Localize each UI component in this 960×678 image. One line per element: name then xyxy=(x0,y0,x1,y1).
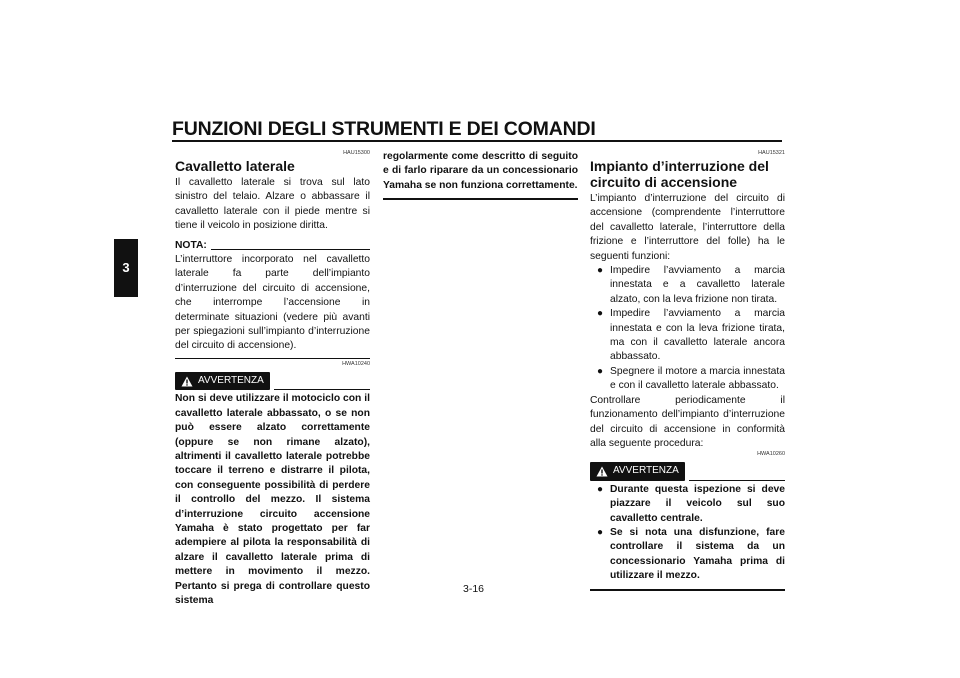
bullet-icon: ● xyxy=(596,365,604,377)
warning-rule xyxy=(689,480,785,481)
note-label: NOTA: xyxy=(175,239,207,251)
note-rule xyxy=(211,249,370,250)
warning-text-continued: regolarmente come descritto di seguito e di farlo riparare da un concessionario Yamaha se non funziona correttamente. xyxy=(383,151,578,191)
section-code: HAU15300 xyxy=(343,150,370,156)
list-item-text: Se si nota una disfunzione, fare controllare il sistema da un concessionario Yamaha prima di utilizzare il mezzo. xyxy=(610,526,785,582)
bullet-icon: ● xyxy=(596,265,604,277)
section-heading: Impianto d’interruzione del circuito di accensione xyxy=(590,158,769,190)
column-2 xyxy=(383,150,578,202)
note-header xyxy=(175,239,370,253)
section-outro: Controllare periodicamente il funzionamento dell’impianto d’interruzione del circuito di accensione in conformità alla seguente procedura: xyxy=(590,394,785,449)
warning-end-rule xyxy=(590,589,785,591)
list-item-text: Impedire l’avviamento a marcia innestata e con la leva frizione tirata, ma con il cavalletto laterale ancora abbassato. xyxy=(610,308,785,363)
warning-label: AVVERTENZA xyxy=(198,374,264,386)
list-item xyxy=(590,526,785,584)
list-item-text: Impedire l’avviamento a marcia innestata e a cavalletto laterale alzato, con la leva frizione non tirata. xyxy=(610,265,785,305)
warning-code: HWA10240 xyxy=(342,360,370,367)
column-3 xyxy=(590,150,785,593)
section-intro: L’impianto d’interruzione del circuito di accensione (comprendente l’interruttore del cavalletto laterale, l’interruttore della frizione e l’interruttore del folle) ha le seguenti funzioni: xyxy=(590,193,785,262)
chapter-tab: 3 xyxy=(114,239,138,297)
warning-header xyxy=(175,372,370,390)
column-1 xyxy=(175,150,370,608)
page-number: 3-16 xyxy=(463,583,485,595)
section-intro: Il cavalletto laterale si trova sul lato sinistro del telaio. Alzare o abbassare il cavalletto laterale con il piede mentre si tiene il veicolo in posizione diritta. xyxy=(175,177,370,232)
warning-rule xyxy=(274,389,370,390)
list-item xyxy=(590,264,785,307)
section-heading: Cavalletto laterale xyxy=(175,158,295,174)
warning-badge xyxy=(175,372,270,390)
bullet-icon: ● xyxy=(596,483,604,495)
bullet-icon: ● xyxy=(596,526,604,538)
note-end-rule xyxy=(175,358,370,359)
warning-end-rule xyxy=(383,198,578,200)
warning-header xyxy=(590,462,785,480)
header-rule xyxy=(172,140,782,142)
warning-triangle-icon xyxy=(596,466,608,477)
page-header-title: FUNZIONI DEGLI STRUMENTI E DEI COMANDI xyxy=(172,118,596,140)
list-item-text: Spegnere il motore a marcia innestata e con il cavalletto laterale abbassato. xyxy=(610,365,785,392)
warning-triangle-icon xyxy=(181,376,193,387)
warning-label: AVVERTENZA xyxy=(613,465,679,477)
section-code: HAU15321 xyxy=(758,150,785,156)
list-item xyxy=(590,307,785,365)
warning-text: Non si deve utilizzare il motociclo con il cavalletto laterale abbassato, o se non può essere alzato correttamente (oppure se non rimane alzato), altrimenti il cavalletto laterale potrebbe toccare il terreno e distrarre il pilota, con conseguente possibilità di perdere il controllo del mezzo. Il sistema d’interruzione circuito accensione Yamaha è stato progettato per far adempiere al pilota la responsabilità di alzare il cavalletto laterale prima di mettere in movimento il mezzo. Pertanto si prega di controllare questo sistema xyxy=(175,393,370,606)
bullet-icon: ● xyxy=(596,308,604,320)
warning-badge xyxy=(590,462,685,480)
list-item-text: Durante questa ispezione si deve piazzare il veicolo sul suo cavalletto centrale. xyxy=(610,483,785,524)
warning-code: HWA10260 xyxy=(757,451,785,458)
note-text: L’interruttore incorporato nel cavalletto laterale fa parte dell’impianto d’interruzione del circuito di accensione, che interrompe l’accensione in determinate situazioni (vedere più avanti per spiegazioni sull’impianto d’interruzione del circuito di accensione). xyxy=(175,254,370,352)
list-item xyxy=(590,365,785,394)
list-item xyxy=(590,483,785,526)
